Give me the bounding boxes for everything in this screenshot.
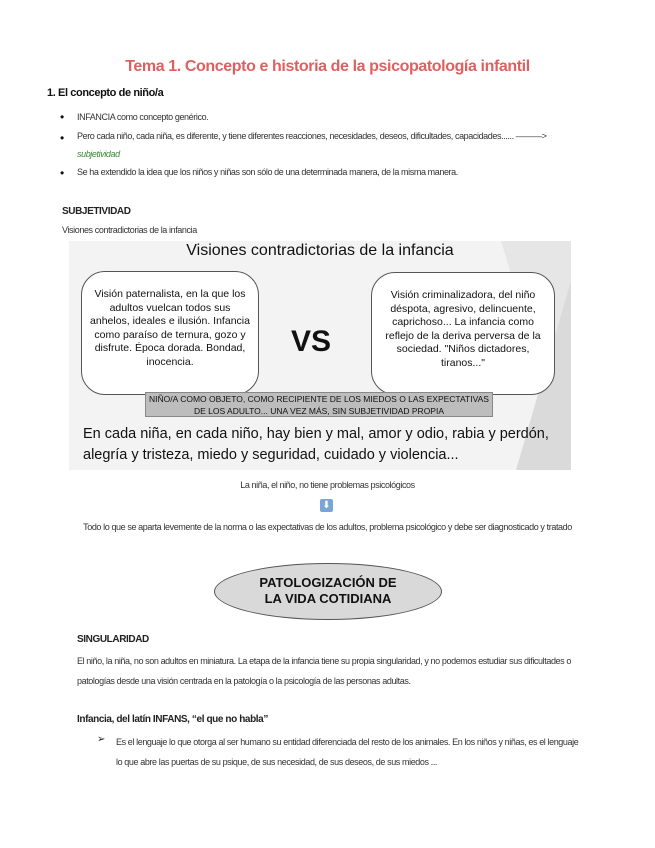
bullet-item-3-text: Se ha extendido la idea que los niños y niñas son sólo de una determinada manera, de la misma manera. — [77, 167, 458, 177]
down-arrow-icon: ⬇ — [320, 499, 333, 512]
subjetividad-subheading: Visiones contradictorias de la infancia — [62, 225, 197, 235]
patologizacion-text: PATOLOGIZACIÓN DE LA VIDA COTIDIANA — [259, 575, 397, 606]
norma-line: Todo lo que se aparta levemente de la norma o las expectativas de los adultos, problema psicológico y debe ser diagnosticado y tratado — [83, 522, 572, 532]
visiones-figure — [69, 241, 571, 470]
figure-title: Visiones contradictorias de la infancia — [186, 242, 454, 259]
bullet-item-2-text: Pero cada niño, cada niña, es diferente, y tiene diferentes reacciones, necesidades, deseos, dificultades, capacidades...... ———> — [77, 131, 547, 141]
bullet-dot: • — [60, 110, 65, 124]
bullet-item-1 — [77, 108, 597, 126]
no-problemas-line: La niña, el niño, no tiene problemas psicológicos — [240, 480, 415, 490]
subjetividad-highlight: subjetividad — [77, 149, 120, 159]
bullet-dot: • — [60, 131, 65, 145]
section-heading-concepto: 1. El concepto de niño/a — [47, 87, 164, 99]
vs-label: VS — [291, 325, 332, 358]
figure-caption: En cada niña, en cada niño, hay bien y mal, amor y odio, rabia y perdón, alegría y tristeza, miedo y seguridad, cuidado y violencia... — [83, 426, 549, 463]
page-title: Tema 1. Concepto e historia de la psicopatología infantil — [125, 58, 530, 75]
subjetividad-heading: SUBJETIVIDAD — [62, 206, 131, 217]
infancia-heading: Infancia, del latín INFANS, “el que no habla” — [77, 714, 268, 725]
infancia-text: Es el lenguaje lo que otorga al ser humano su entidad diferenciada del resto de los animales. En los niños y niñas, es el lenguaje lo que abre las puertas de su psique, de sus necesidad, de sus deseos, de sus miedos ... — [116, 737, 579, 767]
singularidad-text: El niño, la niña, no son adultos en miniatura. La etapa de la infancia tiene su propia singularidad, y no podemos estudiar sus dificultades o patologías desde una visión centrada en la patología o la psicología de las personas adultas. — [77, 656, 571, 686]
singularidad-heading: SINGULARIDAD — [77, 634, 149, 645]
arrow-bullet-icon: ➢ — [97, 734, 106, 745]
patologizacion-ellipse — [214, 563, 442, 620]
bullet-item-1-text: INFANCIA como concepto genérico. — [77, 112, 209, 122]
criminalizadora-bubble: Visión criminalizadora, del niño déspota, agresivo, delincuente, caprichoso... La infancia como reflejo de la deriva perversa de la sociedad. "Niños dictadores, tiranos..." — [371, 272, 555, 395]
bullet-item-3 — [77, 163, 597, 181]
objeto-banner: NIÑO/A COMO OBJETO, COMO RECIPIENTE DE LOS MIEDOS O LAS EXPECTATIVAS DE LOS ADULTO... UNA VEZ MÁS, SIN SUBJETIVIDAD PROPIA — [145, 392, 493, 417]
bullet-dot: • — [60, 166, 65, 180]
bullet-item-2 — [77, 127, 597, 163]
paternalista-bubble: Visión paternalista, en la que los adultos vuelcan todos sus anhelos, ideales e ilusión. Infancia como paraíso de ternura, gozo y disfrute. Época dorada. Bondad, inocencia. — [81, 271, 259, 395]
